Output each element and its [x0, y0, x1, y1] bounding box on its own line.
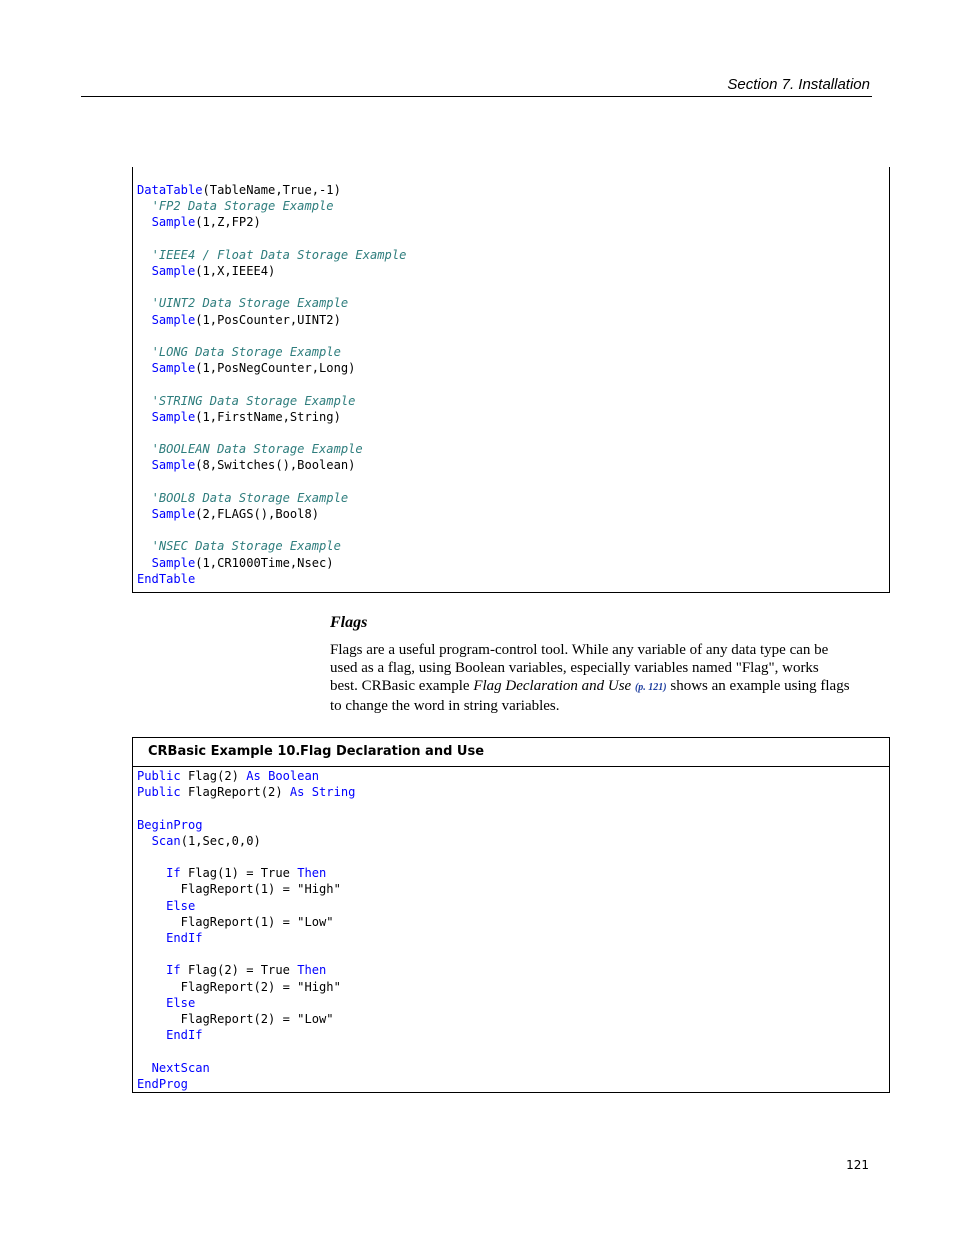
code-keyword: EndProg: [137, 1076, 188, 1091]
code-line: [137, 409, 406, 425]
code-line: [137, 198, 406, 214]
flags-section: [330, 614, 850, 715]
code-text: FlagReport(2) = "High": [137, 979, 341, 994]
code-keyword: EndIf: [166, 931, 203, 946]
code-text: [137, 996, 166, 1010]
page-number: 121: [846, 1158, 869, 1172]
page-reference-link[interactable]: (p. 121): [634, 682, 667, 693]
code-text: [137, 963, 166, 977]
code-text: (1,Sec,0,0): [180, 833, 261, 848]
code-text: [137, 1061, 152, 1075]
caption-number: CRBasic Example 10.: [148, 744, 301, 759]
code-line: [137, 360, 406, 376]
code-keyword: Else: [166, 898, 196, 913]
code-comment: 'BOOLEAN Data Storage Example: [151, 442, 363, 457]
code-line: [137, 1027, 355, 1043]
code-keyword: String: [311, 785, 356, 800]
code-line: [137, 784, 355, 800]
code-keyword: Else: [166, 995, 196, 1010]
code-keyword: Then: [297, 963, 327, 978]
code-text: [137, 539, 152, 553]
code-text: [137, 264, 152, 278]
code-keyword: Sample: [151, 361, 196, 376]
code-text: [261, 769, 268, 783]
code-line: [137, 817, 355, 833]
code-comment: 'FP2 Data Storage Example: [151, 199, 334, 214]
code-text: [137, 215, 152, 229]
code-text: [137, 556, 152, 570]
code-line: [137, 474, 406, 490]
code-keyword: NextScan: [151, 1060, 210, 1075]
code-text: (1,Z,FP2): [195, 215, 261, 230]
flags-paragraph: [330, 641, 850, 715]
code-text: [137, 296, 152, 310]
code-line: [137, 344, 406, 360]
code-text: (1,PosNegCounter,Long): [195, 361, 356, 376]
code-line: [137, 457, 406, 473]
code-line: [137, 312, 406, 328]
code-text: [137, 931, 166, 945]
code-line: [137, 946, 355, 962]
code-line: [137, 979, 355, 995]
code-line: [137, 962, 355, 978]
code-line: [137, 1076, 355, 1092]
code-line: [137, 214, 406, 230]
code-line: [137, 393, 406, 409]
code-keyword: Boolean: [268, 769, 320, 783]
code-text: FlagReport(2): [180, 785, 290, 800]
code-text: [137, 1028, 166, 1042]
code-line: [137, 1043, 355, 1059]
code-text: [137, 834, 152, 848]
code-line: [137, 881, 355, 897]
code-line: [137, 376, 406, 392]
code-line: [137, 263, 406, 279]
code-keyword: As: [289, 785, 305, 800]
code-text: [137, 458, 152, 472]
code-keyword: If: [166, 963, 181, 978]
code-text: [137, 442, 152, 456]
code-text: Flag(1) = True: [180, 866, 298, 881]
code-text: [137, 313, 152, 327]
caption-title: Flag Declaration and Use: [300, 744, 485, 759]
code-keyword: BeginProg: [137, 817, 203, 832]
code-line: [137, 1011, 355, 1027]
code-line: [137, 279, 406, 295]
code-line: [137, 865, 355, 881]
code-text: [137, 394, 152, 408]
code-text: FlagReport(2) = "Low": [137, 1012, 334, 1027]
code-text: (8,Switches(),Boolean): [195, 458, 356, 473]
code-listing: [137, 182, 406, 587]
code-line: [137, 555, 406, 571]
code-line: [137, 833, 355, 849]
code-text: [137, 410, 152, 424]
code-line: [137, 441, 406, 457]
code-text: [137, 899, 166, 913]
code-text: [137, 199, 152, 213]
code-listing: [137, 768, 355, 1092]
code-line: [137, 849, 355, 865]
code-text: (1,X,IEEE4): [195, 264, 276, 279]
code-comment: 'LONG Data Storage Example: [151, 345, 341, 360]
code-line: [137, 800, 355, 816]
code-comment: 'UINT2 Data Storage Example: [151, 296, 349, 311]
code-line: [137, 506, 406, 522]
code-text: [137, 507, 152, 521]
code-keyword: As: [246, 769, 261, 783]
code-line: [137, 522, 406, 538]
code-keyword: If: [166, 866, 181, 881]
paragraph-text-end: shows an example using flags to change the word in string variables.: [330, 678, 850, 714]
code-line: [137, 1060, 355, 1076]
code-block-flag-example: [132, 737, 890, 1093]
example-caption: [133, 738, 889, 767]
section-header-title: Section 7. Installation: [727, 76, 870, 93]
code-text: (2,FLAGS(),Bool8): [195, 507, 320, 522]
code-line: [137, 490, 406, 506]
header-rule: [81, 96, 872, 97]
code-block-data-table: [132, 167, 890, 593]
code-text: (1,PosCounter,UINT2): [195, 312, 341, 327]
code-line: [137, 898, 355, 914]
code-keyword: Then: [297, 866, 327, 881]
code-keyword: DataTable: [137, 183, 203, 197]
code-text: [137, 345, 152, 359]
code-keyword: Sample: [151, 312, 196, 327]
section-heading: Flags: [330, 614, 368, 631]
code-line: [137, 295, 406, 311]
code-line: [137, 914, 355, 930]
paragraph-text: Flags are a useful program-control tool. While any variable of any data type can be used as a flag, using Boolean variables, especially variables named "Flag", works best. CRBasic example: [330, 642, 829, 694]
code-keyword: Public: [137, 769, 181, 783]
code-line: [137, 425, 406, 441]
code-text: Flag(2) = True: [180, 963, 298, 978]
code-text: FlagReport(1) = "High": [137, 882, 341, 897]
code-text: (1,CR1000Time,Nsec): [195, 555, 334, 570]
code-comment: 'IEEE4 / Float Data Storage Example: [151, 247, 407, 262]
code-comment: 'BOOL8 Data Storage Example: [151, 490, 349, 505]
code-text: (1,FirstName,String): [195, 409, 341, 424]
code-line: [137, 571, 406, 587]
code-text: [304, 785, 311, 799]
code-keyword: Sample: [151, 555, 196, 570]
code-line: [137, 995, 355, 1011]
code-line: [137, 930, 355, 946]
code-text: [137, 361, 152, 375]
code-line: [137, 247, 406, 263]
code-keyword: Sample: [151, 507, 196, 522]
code-line: [137, 768, 355, 784]
code-keyword: Sample: [151, 215, 196, 230]
code-text: [137, 491, 152, 505]
code-line: [137, 231, 406, 247]
code-comment: 'STRING Data Storage Example: [151, 393, 356, 408]
code-keyword: Sample: [151, 409, 196, 424]
code-text: (TableName,True,-1): [202, 183, 341, 197]
code-keyword: EndTable: [137, 571, 196, 586]
code-text: [137, 248, 152, 262]
code-keyword: Public: [137, 785, 181, 800]
code-keyword: Sample: [151, 264, 196, 279]
code-keyword: Sample: [151, 458, 196, 473]
code-line: [137, 538, 406, 554]
code-line: [137, 182, 406, 198]
code-keyword: Scan: [151, 833, 181, 848]
code-keyword: EndIf: [166, 1028, 203, 1043]
code-text: [137, 866, 166, 880]
code-line: [137, 328, 406, 344]
example-title-ref: Flag Declaration and Use: [473, 678, 632, 694]
code-text: FlagReport(1) = "Low": [137, 914, 334, 929]
code-comment: 'NSEC Data Storage Example: [151, 539, 341, 554]
code-text: Flag(2): [180, 769, 247, 783]
